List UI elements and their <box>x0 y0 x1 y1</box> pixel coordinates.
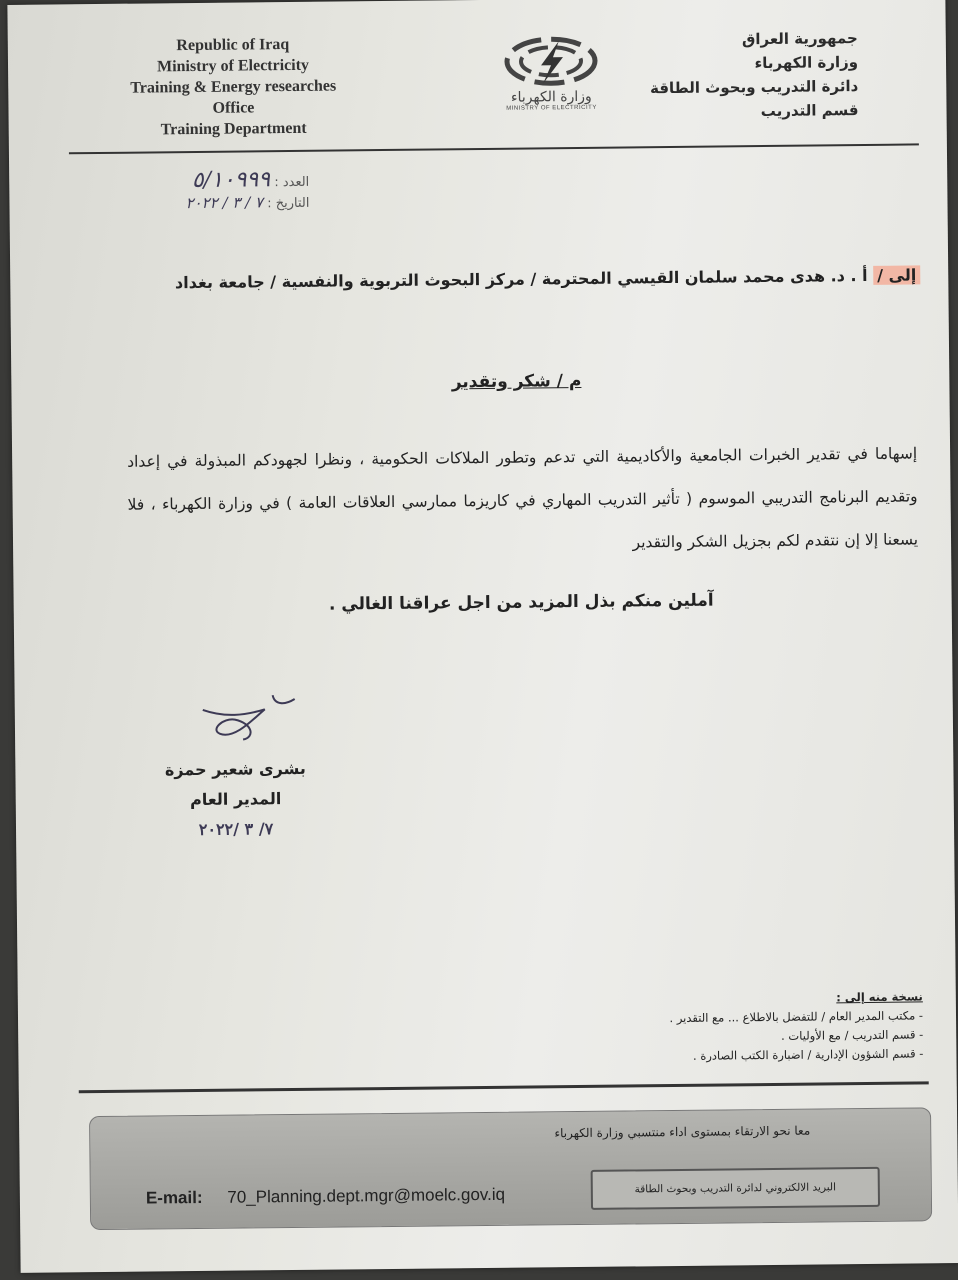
number-row <box>89 167 309 195</box>
subject-line: م / شكر وتقدير <box>451 370 582 393</box>
copies-list <box>578 987 924 1067</box>
header-divider <box>69 143 919 154</box>
date-label: التاريخ : <box>267 195 310 212</box>
header-arabic <box>648 26 859 124</box>
header-ar-line: جمهورية العراق <box>741 29 858 49</box>
footer-slogan: معا نحو الارتقاء بمستوى اداء منتسبي وزارة الكهرباء <box>554 1123 811 1141</box>
letter-body: إسهاما في تقدير الخبرات الجامعية والأكاديمية التي تدعم وتطور الملاكات الحكومية ، ونظرا لجهودكم المبذولة في إعداد وتقديم البرنامج التدريبي الموسوم ( تأثير التدريب المهاري في كاريزما ممارسي العلاقات العامة ) في وزارة الكهرباء ، فلا يسعنا إلا إن نتقدم لكم بجزيل الشكر والتقدير <box>127 444 919 552</box>
signature-date: ٧/ ٣ /٢٠٢٢ <box>198 819 274 839</box>
email-address: 70_Planning.dept.mgr@moelc.gov.iq <box>227 1184 506 1207</box>
header-english <box>108 33 359 141</box>
number-label: العدد : <box>274 174 310 191</box>
date-row <box>89 193 309 221</box>
header-ar-line: قسم التدريب <box>760 101 859 121</box>
lightning-logo-icon <box>501 33 602 90</box>
header-ar-line: وزارة الكهرباء <box>754 53 859 73</box>
list-item: - قسم التدريب / مع الأوليات . <box>780 1027 924 1043</box>
number-value: ٥/١٠٩٩٩ <box>191 167 271 194</box>
signature-scribble-icon <box>195 687 306 748</box>
footer-email <box>146 1185 505 1209</box>
list-item: - قسم الشؤون الإدارية / اضبارة الكتب الصادرة . <box>692 1046 924 1063</box>
signature-block <box>135 754 336 846</box>
recipient-prefix: إلى / <box>873 265 920 284</box>
header-en-line: Training & Energy researches Office <box>130 77 337 117</box>
signatory-title: المدير العام <box>189 789 282 810</box>
copies-title: نسخة منه إلى : <box>836 989 923 1005</box>
logo-english: MINISTRY OF ELECTRICITY <box>506 104 597 112</box>
header-en-line: Republic of Iraq <box>176 35 290 55</box>
footer-band <box>89 1107 932 1230</box>
logo-arabic: وزارة الكهرباء <box>510 88 592 106</box>
email-caption-box: البريد الالكتروني لدائرة التدريب وبحوث الطاقة <box>591 1167 880 1210</box>
header-en-line: Training Department <box>160 119 307 139</box>
letter-meta <box>89 167 310 221</box>
header-en-line: Ministry of Electricity <box>156 56 310 76</box>
list-item: - مكتب المدير العام / للتفضل بالاطلاع ... مع التقدير . <box>669 1008 924 1026</box>
footer-divider <box>79 1081 929 1093</box>
recipient-line <box>140 265 920 292</box>
date-value: ٧ / ٣ / ٢٠٢٢ <box>185 193 264 213</box>
recipient-text: أ . د. هدى محمد سلمان القيسي المحترمة / مركز البحوث التربوية والنفسية / جامعة بغداد <box>174 265 868 293</box>
signatory-name: بشرى شعير حمزة <box>164 758 306 780</box>
closing-line: آملين منكم بذل المزيد من اجل عراقنا الغالي . <box>328 590 714 615</box>
letter-page <box>7 0 958 1273</box>
ministry-logo <box>476 32 627 124</box>
header-ar-line: دائرة التدريب وبحوث الطاقة <box>649 77 859 98</box>
email-label: E-mail: <box>145 1187 203 1208</box>
